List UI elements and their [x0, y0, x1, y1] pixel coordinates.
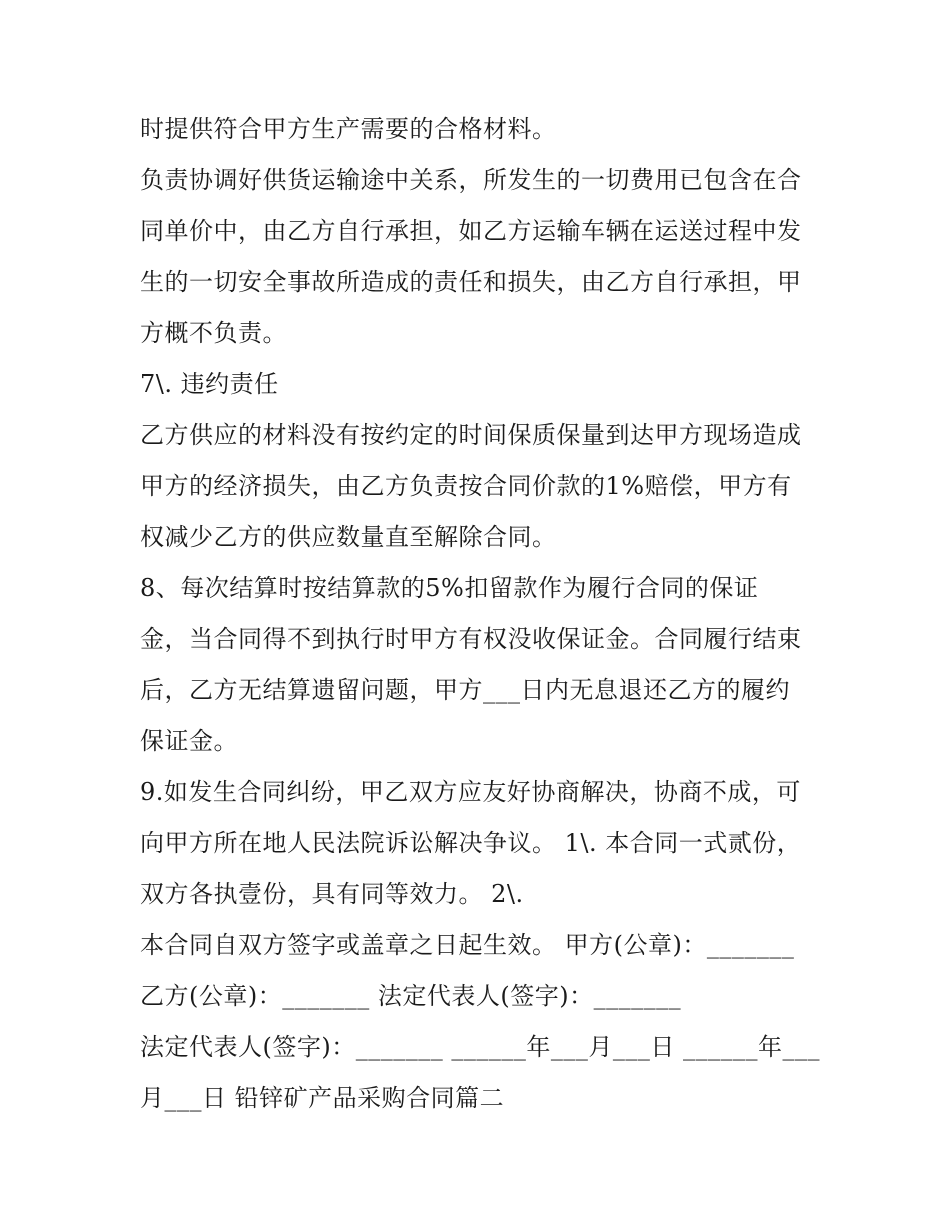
text-line: 9.如发生合同纠纷，甲乙双方应友好协商解决，协商不成，可 [140, 778, 801, 806]
text-line: 甲方的经济损失，由乙方负责按合同价款的1%赔偿，甲方有 [140, 472, 792, 500]
text-line: 乙方供应的材料没有按约定的时间保质保量到达甲方现场造成 [140, 421, 802, 449]
text-line: 金，当合同得不到执行时甲方有权没收保证金。合同履行结束 [140, 625, 802, 653]
text-line: 乙方(公章)：_______ 法定代表人(签字)：_______ [140, 982, 682, 1010]
text-line: 同单价中，由乙方自行承担，如乙方运输车辆在运送过程中发 [140, 217, 802, 245]
text-line: 负责协调好供货运输途中关系，所发生的一切费用已包含在合 [140, 166, 802, 194]
text-line: 向甲方所在地人民法院诉讼解决争议。 1\. 本合同一式贰份， [140, 829, 802, 857]
text-line: 双方各执壹份，具有同等效力。 2\. [140, 880, 524, 908]
text-line: 方概不负责。 [140, 319, 287, 347]
text-line: 8、每次结算时按结算款的5%扣留款作为履行合同的保证 [140, 574, 759, 602]
text-line: 法定代表人(签字)：_______ ______年___月___日 ______年___ [140, 1033, 820, 1061]
text-line: 时提供符合甲方生产需要的合格材料。 [140, 115, 557, 143]
text-line: 月___日 铅锌矿产品采购合同篇二 [140, 1084, 505, 1112]
text-line: 保证金。 [140, 727, 238, 755]
text-line: 权减少乙方的供应数量直至解除合同。 [140, 523, 557, 551]
text-line: 本合同自双方签字或盖章之日起生效。 甲方(公章)：_______ [140, 931, 795, 959]
text-line: 生的一切安全事故所造成的责任和损失，由乙方自行承担，甲 [140, 268, 802, 296]
text-line: 后，乙方无结算遗留问题，甲方___日内无息退还乙方的履约 [140, 676, 790, 704]
section-heading: 7\. 违约责任 [140, 370, 279, 398]
